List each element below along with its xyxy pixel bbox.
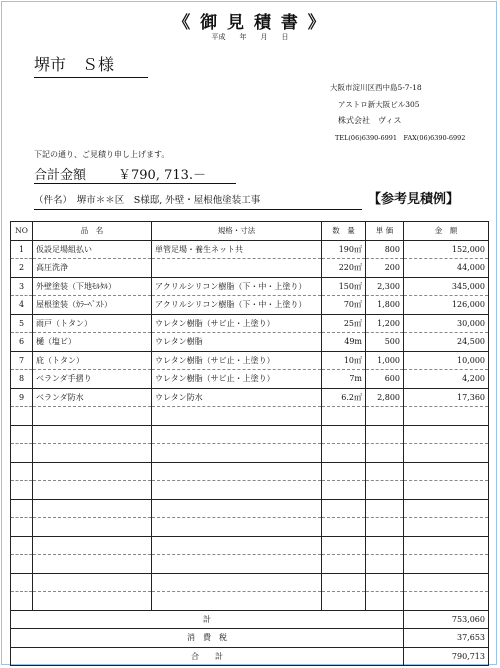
table-row [11,296,489,315]
table-row [11,240,489,259]
row-quantity: 6.2㎡ [322,388,366,407]
row-amount: 24,500 [404,333,489,352]
row-quantity: 49m [322,333,366,352]
table-row [11,370,489,389]
empty-row [11,573,489,592]
row-quantity: 7m [322,370,366,389]
addressee: 堺市 Ｓ様 [34,52,148,78]
total-underline [34,183,236,184]
row-spec: ウレタン樹脂（サビ止・上塗り） [152,370,322,389]
empty-row [11,462,489,481]
row-no: 3 [11,277,33,296]
row-no: 6 [11,333,33,352]
row-amount: 10,000 [404,351,489,370]
row-no: 7 [11,351,33,370]
table-row [11,314,489,333]
greeting-text: 下記の通り、ご見積り申し上げます。 [34,150,170,159]
row-spec: 単管足場・養生ネット共 [152,240,322,259]
row-unit-price: 1,800 [366,296,404,315]
empty-row [11,555,489,574]
tax-value: 37,653 [404,629,489,648]
row-item-name: 屋根塗装（ｶﾗｰﾍﾞｽﾄ） [33,296,152,315]
row-amount: 30,000 [404,314,489,333]
tax-row [11,629,489,648]
date-line: 平成 年 月 日 [211,33,289,41]
total-amount-value: ￥790, 713.－ [118,168,207,183]
issuer-company: 株式会社 ヴィス [338,116,402,125]
row-quantity: 10㎡ [322,351,366,370]
row-unit-price: 2,300 [366,277,404,296]
header-item-name: 品 名 [33,222,152,241]
empty-row [11,444,489,463]
empty-row [11,499,489,518]
row-no: 5 [11,314,33,333]
issuer-address: 大阪市淀川区西中島5-7-18 [330,83,422,92]
row-amount: 152,000 [404,240,489,259]
empty-row [11,518,489,537]
issuer-building: アストロ新大阪ビル305 [338,100,420,109]
header-quantity: 数 量 [322,222,366,241]
issuer-tel-fax: TEL(06)6390-6991 FAX(06)6390-6992 [335,134,466,142]
row-no: 2 [11,259,33,278]
row-spec: アクリルシリコン樹脂（下・中・上塗り） [152,277,322,296]
tax-label: 消 費 税 [11,629,404,648]
row-unit-price: 2,800 [366,388,404,407]
row-item-name: 雨戸（トタン） [33,314,152,333]
empty-row [11,407,489,426]
row-spec: アクリルシリコン樹脂（下・中・上塗り） [152,296,322,315]
grand-total-label: 合 計 [11,647,404,666]
header-unit-price: 単 価 [366,222,404,241]
row-quantity: 220㎡ [322,259,366,278]
table-row [11,259,489,278]
row-item-name: 高圧洗浄 [33,259,152,278]
subtotal-row [11,610,489,629]
empty-row [11,536,489,555]
row-item-name: 外壁塗装（下地ﾓﾙﾀﾙ） [33,277,152,296]
row-unit-price: 600 [366,370,404,389]
row-unit-price: 1,000 [366,351,404,370]
row-item-name: 樋（塩ビ） [33,333,152,352]
table-row [11,277,489,296]
row-unit-price: 800 [366,240,404,259]
grand-total-value: 790,713 [404,647,489,666]
empty-row [11,592,489,611]
row-amount: 17,360 [404,388,489,407]
subject-underline [34,209,362,210]
subject-line-text: （件名） 堺市＊＊区 S様邸, 外壁・屋根他塗装工事 [34,195,261,206]
empty-row [11,481,489,500]
row-no: 4 [11,296,33,315]
row-quantity: 190㎡ [322,240,366,259]
row-amount: 44,000 [404,259,489,278]
total-amount-label: 合計金額 [34,168,87,183]
table-row [11,333,489,352]
row-no: 9 [11,388,33,407]
row-item-name: ベランダ手摺り [33,370,152,389]
subtotal-label: 計 [11,610,404,629]
row-unit-price: 500 [366,333,404,352]
document-title: 《 御 見 積 書 》 [173,13,327,33]
header-spec: 規格・寸法 [152,222,322,241]
table-row [11,388,489,407]
row-item-name: ベランダ防水 [33,388,152,407]
row-amount: 345,000 [404,277,489,296]
header-amount: 金 額 [404,222,489,241]
subtotal-value: 753,060 [404,610,489,629]
row-no: 1 [11,240,33,259]
row-quantity: 25㎡ [322,314,366,333]
row-item-name: 仮設足場組払い [33,240,152,259]
row-item-name: 庇（トタン） [33,351,152,370]
reference-estimate-stamp: 【参考見積例】 [368,192,460,207]
header-no: NO [11,222,33,241]
row-no: 8 [11,370,33,389]
row-amount: 126,000 [404,296,489,315]
row-spec [152,259,322,278]
row-spec: ウレタン樹脂（サビ止・上塗り） [152,351,322,370]
row-spec: ウレタン防水 [152,388,322,407]
row-spec: ウレタン樹脂（サビ止・上塗り） [152,314,322,333]
table-header-row [11,222,489,241]
row-quantity: 150㎡ [322,277,366,296]
estimate-table [10,221,489,666]
table-row [11,351,489,370]
grand-total-row [11,647,489,666]
row-unit-price: 200 [366,259,404,278]
row-unit-price: 1,200 [366,314,404,333]
row-amount: 4,200 [404,370,489,389]
empty-row [11,425,489,444]
row-spec: ウレタン樹脂 [152,333,322,352]
row-quantity: 70㎡ [322,296,366,315]
